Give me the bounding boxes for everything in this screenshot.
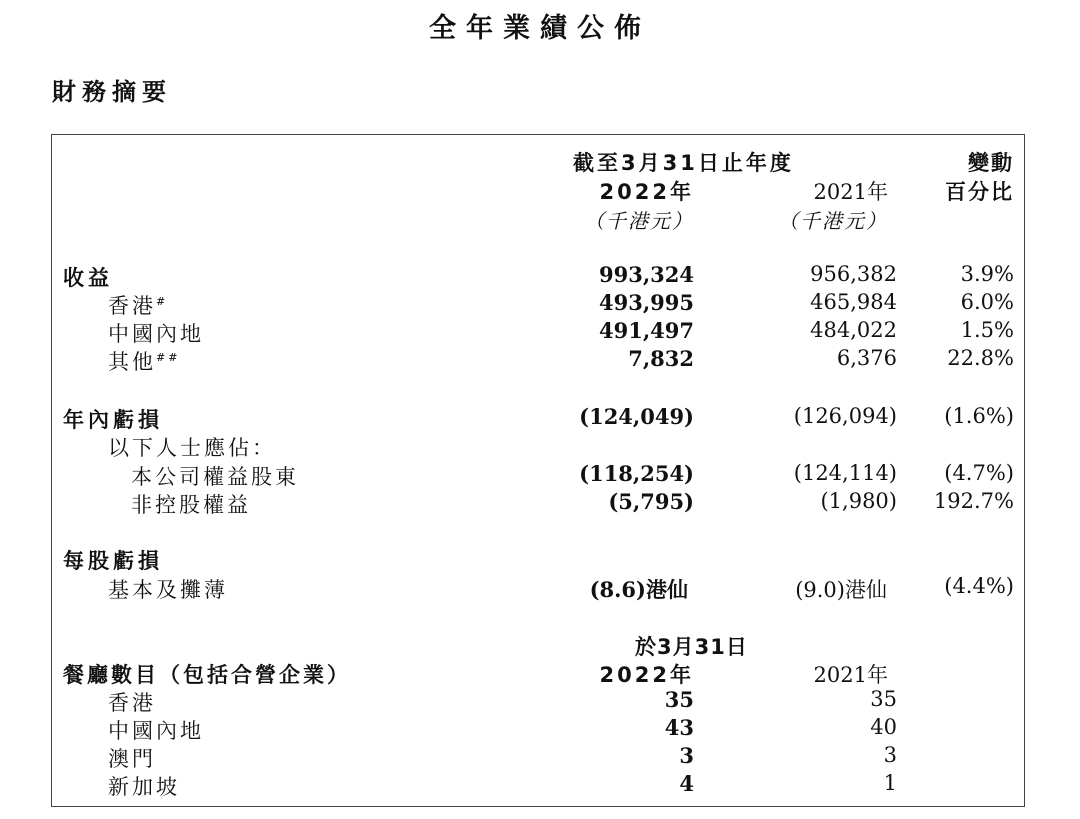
- loss-row-label: 本公司權益股東: [131, 465, 299, 489]
- eps-row-change: (4.4%): [944, 574, 1014, 598]
- change-heading-line2: 百分比: [945, 180, 1014, 204]
- loss-total-change: (1.6%): [944, 404, 1014, 428]
- loss-label: 年內虧損: [63, 408, 163, 432]
- revenue-row-2021: 6,376: [836, 346, 897, 370]
- restaurant-row-label: 新加坡: [108, 775, 180, 799]
- col-2022-heading: 2022年: [599, 180, 694, 204]
- revenue-row-label: 其他##: [108, 350, 181, 374]
- section-subtitle: 財務摘要: [52, 78, 172, 106]
- revenue-row-change: 6.0%: [960, 290, 1014, 314]
- revenue-row-label: 中國內地: [108, 322, 204, 346]
- eps-label: 每股虧損: [63, 549, 163, 573]
- restaurant-row-2022: 35: [664, 687, 694, 712]
- as-at-heading: 於3月31日: [635, 635, 748, 659]
- attributable-label: 以下人士應佔：: [108, 436, 276, 460]
- revenue-label: 收益: [63, 266, 113, 290]
- revenue-total-2022: 993,324: [599, 262, 694, 287]
- restaurant-row-2021: 3: [883, 743, 897, 767]
- restaurant-row-label: 香港: [108, 691, 156, 715]
- loss-row-change: (4.7%): [944, 461, 1014, 485]
- change-heading-line1: 變動: [968, 151, 1014, 175]
- restaurant-row-2021: 40: [870, 715, 897, 739]
- col-2021-unit: （千港元）: [778, 209, 888, 233]
- revenue-row-change: 1.5%: [960, 318, 1014, 342]
- loss-row-2022: (118,254): [579, 461, 694, 486]
- restaurants-label: 餐廳數目（包括合營企業）: [63, 663, 351, 687]
- col-2022-unit: （千港元）: [584, 209, 694, 233]
- eps-row-2022: (8.6)港仙: [589, 577, 688, 602]
- restaurant-row-2022: 43: [664, 715, 694, 740]
- loss-row-change: 192.7%: [933, 489, 1014, 513]
- loss-row-2021: (1,980): [820, 489, 897, 513]
- footnote-mark: ##: [156, 351, 181, 364]
- restaurants-col-2022: 2022年: [599, 663, 694, 687]
- revenue-total-change: 3.9%: [960, 262, 1014, 286]
- col-2021-heading: 2021年: [813, 180, 888, 204]
- restaurants-col-2021: 2021年: [813, 663, 888, 687]
- revenue-row-2022: 7,832: [628, 346, 694, 371]
- loss-row-2022: (5,795): [608, 489, 694, 514]
- loss-total-2021: (126,094): [793, 404, 897, 428]
- loss-row-2021: (124,114): [793, 461, 897, 485]
- revenue-row-change: 22.8%: [947, 346, 1014, 370]
- revenue-row-2022: 493,995: [599, 290, 694, 315]
- page-title: 全年業績公佈: [429, 13, 651, 44]
- revenue-row-2022: 491,497: [599, 318, 694, 343]
- restaurant-row-label: 中國內地: [108, 719, 204, 743]
- restaurant-row-2022: 3: [679, 743, 694, 768]
- restaurant-row-label: 澳門: [108, 747, 156, 771]
- revenue-total-2021: 956,382: [810, 262, 897, 286]
- footnote-mark: #: [156, 295, 169, 308]
- period-heading: 截至3月31日止年度: [573, 151, 794, 175]
- restaurant-row-2021: 35: [870, 687, 897, 711]
- eps-row-label: 基本及攤薄: [108, 578, 228, 602]
- revenue-row-2021: 465,984: [810, 290, 897, 314]
- restaurant-row-2022: 4: [679, 771, 694, 796]
- loss-total-2022: (124,049): [579, 404, 694, 429]
- revenue-row-label: 香港#: [108, 294, 169, 318]
- restaurant-row-2021: 1: [883, 771, 897, 795]
- eps-row-2021: (9.0)港仙: [795, 578, 887, 602]
- loss-row-label: 非控股權益: [131, 493, 251, 517]
- revenue-row-2021: 484,022: [810, 318, 897, 342]
